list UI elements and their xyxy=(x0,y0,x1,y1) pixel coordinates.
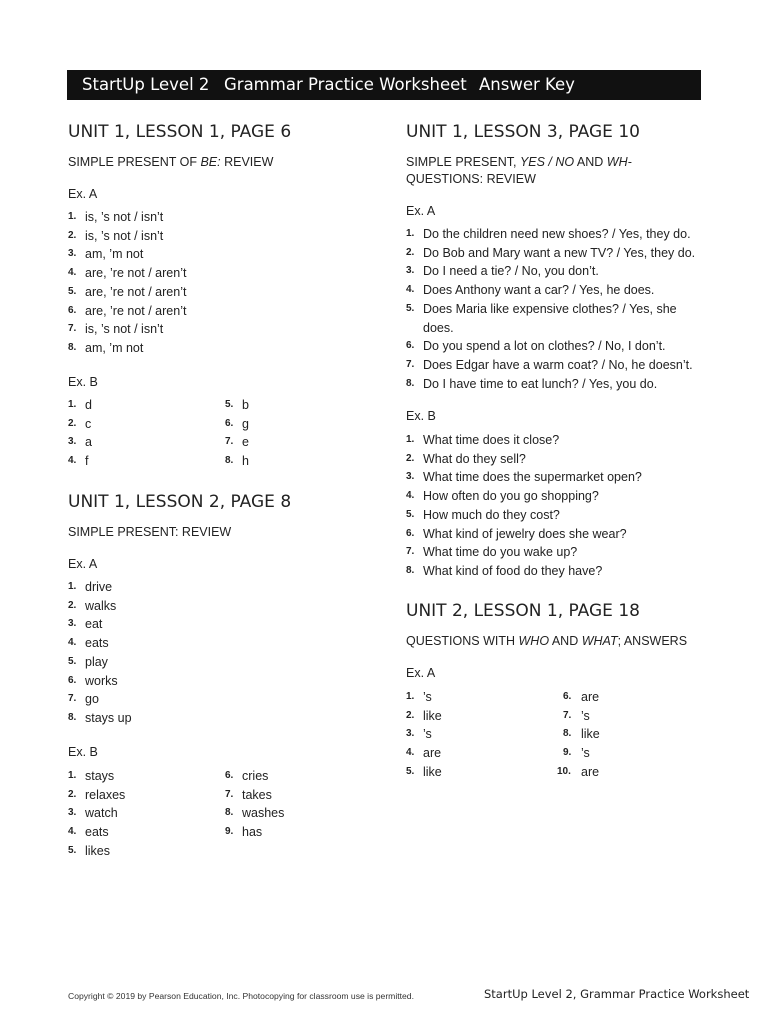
exercise-label: Ex. B xyxy=(68,375,98,389)
list-item: 1. is, ’s not / isn’t xyxy=(68,210,164,224)
list-item: 3. eat xyxy=(68,617,103,632)
list-item: 2. walks xyxy=(68,598,117,613)
list-item: 4. are, ’re not / aren’t xyxy=(68,266,187,281)
header-bar xyxy=(67,70,701,100)
list-item: 6. cries xyxy=(225,769,269,783)
list-item: 1. Do the children need new shoes? / Yes, they do. xyxy=(406,227,691,241)
list-item: 1. d xyxy=(68,398,92,412)
list-item: 5. are, ’re not / aren’t xyxy=(68,284,187,299)
answer-list xyxy=(406,431,706,581)
list-item: 5. play xyxy=(68,654,108,669)
list-item: 4. are xyxy=(406,746,442,761)
exercise-label: Ex. A xyxy=(68,187,98,201)
list-item: 1. What time does it close? xyxy=(406,433,560,447)
answer-key-label: Answer Key xyxy=(479,75,575,94)
list-item: 5. Does Maria like expensive clothes? / Yes, she does. xyxy=(406,301,677,335)
list-item: 3. a xyxy=(68,435,92,450)
copyright-notice: Copyright © 2019 by Pearson Education, Inc. Photocopying for classroom use is permitted. xyxy=(68,991,414,1001)
section-title: UNIT 2, LESSON 1, PAGE 18 xyxy=(406,601,640,621)
list-item: 8. washes xyxy=(225,806,285,821)
answer-list xyxy=(68,396,218,471)
list-item: 8. What kind of food do they have? xyxy=(406,563,603,578)
list-item: 5. How much do they cost? xyxy=(406,507,560,522)
list-item: 2. like xyxy=(406,708,442,723)
exercise-label: Ex. A xyxy=(406,666,436,680)
exercise-label: Ex. B xyxy=(406,409,436,423)
list-item: 5. like xyxy=(406,764,442,779)
list-item: 3. ’s xyxy=(406,727,432,742)
section-title: UNIT 1, LESSON 1, PAGE 6 xyxy=(68,122,292,142)
section-title: UNIT 1, LESSON 2, PAGE 8 xyxy=(68,492,292,512)
list-item: 3. Do I need a tie? / No, you don’t. xyxy=(406,264,599,279)
list-item: 7. What time do you wake up? xyxy=(406,545,578,560)
list-item: 4. How often do you go shopping? xyxy=(406,489,599,504)
list-item: 4. eats xyxy=(68,636,109,651)
list-item: 1. stays xyxy=(68,769,115,783)
list-item: 3. What time does the supermarket open? xyxy=(406,470,642,485)
list-item: 8. Do I have time to eat lunch? / Yes, you do. xyxy=(406,376,658,391)
list-item: 6. works xyxy=(68,673,118,688)
answer-list xyxy=(68,208,368,358)
list-item: 6. Do you spend a lot on clothes? / No, I don’t. xyxy=(406,339,666,354)
answer-list xyxy=(557,688,697,782)
answer-list xyxy=(225,767,365,842)
list-item: 10. are xyxy=(557,764,600,779)
section-title: UNIT 1, LESSON 3, PAGE 10 xyxy=(406,122,640,142)
list-item: 2. What do they sell? xyxy=(406,451,526,466)
exercise-label: Ex. B xyxy=(68,745,98,759)
section-topic: SIMPLE PRESENT OF BE: REVIEW xyxy=(68,155,274,169)
list-item: 7. e xyxy=(225,435,249,450)
exercise-label: Ex. A xyxy=(406,204,436,218)
list-item: 6. are, ’re not / aren’t xyxy=(68,303,187,318)
course-name: StartUp Level 2 xyxy=(82,75,210,94)
list-item: 2. Do Bob and Mary want a new TV? / Yes, they do. xyxy=(406,245,696,260)
footer-title: StartUp Level 2, Grammar Practice Worksheet xyxy=(484,987,750,1001)
list-item: 1. drive xyxy=(68,580,113,594)
list-item: 7. takes xyxy=(225,787,272,802)
list-item: 7. ’s xyxy=(563,708,590,723)
worksheet-name: Grammar Practice Worksheet xyxy=(224,75,467,94)
answer-list xyxy=(68,767,218,861)
answer-list xyxy=(406,225,706,393)
list-item: 7. is, ’s not / isn’t xyxy=(68,322,164,337)
answer-list xyxy=(68,578,368,728)
list-item: 7. Does Edgar have a warm coat? / No, he doesn’t. xyxy=(406,357,693,372)
list-item: 4. Does Anthony want a car? / Yes, he does. xyxy=(406,283,655,298)
list-item: 4. f xyxy=(68,454,89,469)
section-topic: QUESTIONS WITH WHO AND WHAT; ANSWERS xyxy=(406,634,688,648)
list-item: 3. am, ’m not xyxy=(68,247,144,262)
section-topic: SIMPLE PRESENT, YES / NO AND WH- QUESTIONS: REVIEW xyxy=(406,155,632,186)
section-topic: SIMPLE PRESENT: REVIEW xyxy=(68,525,232,539)
list-item: 6. are xyxy=(563,690,600,704)
list-item: 2. is, ’s not / isn’t xyxy=(68,228,164,243)
list-item: 7. go xyxy=(68,692,99,707)
list-item: 4. eats xyxy=(68,825,109,840)
list-item: 9. has xyxy=(225,825,263,840)
list-item: 2. relaxes xyxy=(68,787,126,802)
list-item: 6. g xyxy=(225,416,249,431)
answer-list xyxy=(406,688,556,782)
list-item: 8. am, ’m not xyxy=(68,340,144,355)
list-item: 8. like xyxy=(563,727,600,742)
list-item: 2. c xyxy=(68,416,92,431)
list-item: 8. h xyxy=(225,454,249,469)
exercise-label: Ex. A xyxy=(68,557,98,571)
list-item: 9. ’s xyxy=(563,746,590,761)
list-item: 6. What kind of jewelry does she wear? xyxy=(406,526,627,541)
list-item: 8. stays up xyxy=(68,710,132,725)
list-item: 3. watch xyxy=(68,806,118,821)
list-item: 5. likes xyxy=(68,843,111,858)
list-item: 5. b xyxy=(225,398,249,412)
list-item: 1. ’s xyxy=(406,690,432,704)
answer-list xyxy=(225,396,365,471)
